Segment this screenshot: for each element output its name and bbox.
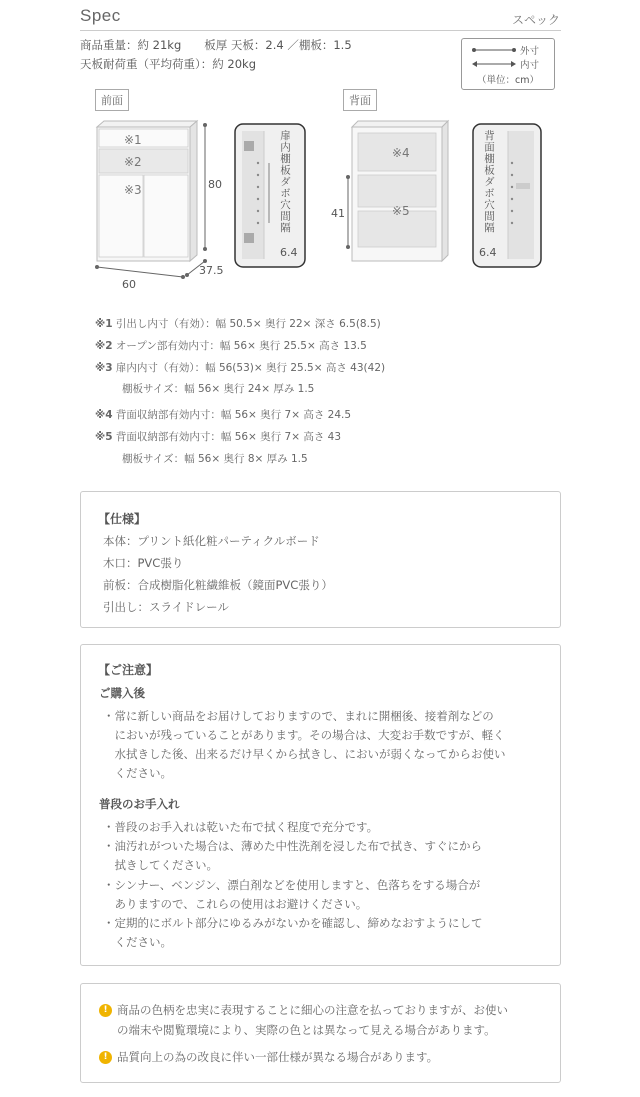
notice-line: の端末や閲覧環境により、実際の色とは異なって見える場合があります。	[117, 1023, 496, 1037]
caution-line: ありますので、これらの使用はお避けください。	[103, 897, 368, 911]
specification-box	[80, 491, 561, 628]
note-5	[95, 429, 341, 444]
spec-body-line: 本体：プリント紙化粧パーティクルボード	[103, 534, 320, 548]
back-view-label: 背面	[343, 89, 377, 111]
outer-dimension-arrow-icon	[472, 46, 516, 54]
note-text: オープン部有効内寸：幅 56× 奥行 25.5× 高さ 13.5	[112, 340, 367, 352]
height-dimension: 80	[208, 178, 222, 191]
back-marker-5: ※5	[392, 204, 410, 218]
legend-outer-label: 外寸	[520, 46, 540, 57]
depth-dimension: 37.5	[199, 264, 224, 277]
warning-icon: !	[99, 1004, 112, 1017]
door-shelf-pitch-value: 6.4	[280, 246, 298, 259]
note-mark: ※4	[95, 409, 113, 421]
spec-box-title: 【仕様】	[98, 512, 147, 526]
caution-line: ・定期的にボルト部分にゆるみがないかを確認し、締めなおすようにして	[103, 916, 483, 930]
note-mark: ※2	[95, 340, 113, 352]
spec-front-line: 前板：合成樹脂化粧繊維板（鏡面PVC張り）	[103, 578, 333, 592]
caution-line: ・常に新しい商品をお届けしておりますので、まれに開梱後、接着剤などの	[103, 709, 494, 723]
back-shelf-pitch-value: 6.4	[479, 246, 497, 259]
note-text: 背面収納部有効内寸：幅 56× 奥行 7× 高さ 24.5	[112, 409, 352, 421]
caution-box-title: 【ご注意】	[98, 663, 159, 677]
note-mark: ※3	[95, 362, 113, 374]
note-1	[95, 316, 381, 331]
note-3	[95, 360, 385, 375]
notice-line: 商品の色柄を忠実に表現することに細心の注意を払っておりますが、お使い	[117, 1003, 508, 1017]
door-shelf-pitch-label: 扉内棚板ダボ穴間隔	[279, 130, 291, 234]
back-inner-height-dimension: 41	[331, 207, 345, 220]
caution-box	[80, 644, 561, 966]
note-4	[95, 407, 351, 422]
daily-care-heading: 普段のお手入れ	[99, 797, 180, 811]
inner-dimension-arrow-icon	[472, 60, 516, 68]
note-text: 引出し内寸（有効）：幅 50.5× 奥行 22× 深さ 6.5(8.5)	[112, 318, 381, 330]
spec-edge-line: 木口：PVC張り	[103, 556, 184, 570]
front-marker-1: ※1	[124, 133, 142, 147]
caution-line: 水拭きした後、出来るだけ早くから拭きし、においが弱くなってからお使い	[103, 747, 506, 761]
section-title: Spec	[80, 6, 121, 25]
caution-line: ・普段のお手入れは乾いた布で拭く程度で充分です。	[103, 820, 379, 834]
caution-line: ください。	[103, 766, 172, 780]
color-notice-box	[80, 983, 561, 1083]
note-text: 背面収納部有効内寸：幅 56× 奥行 7× 高さ 43	[112, 431, 342, 443]
warning-icon: !	[99, 1051, 112, 1064]
note-2	[95, 338, 367, 353]
caution-line: においが残っていることがあります。その場合は、大変お手数ですが、軽く	[103, 728, 505, 742]
caution-line: ・シンナー、ベンジン、漂白剤などを使用しますと、色落ちをする場合が	[103, 878, 481, 892]
section-subtitle: スペック	[511, 13, 560, 27]
spec-weight-line: 商品重量：約 21kg 板厚 天板：2.4 ／棚板：1.5	[80, 38, 352, 52]
spec-load-line: 天板耐荷重（平均荷重）：約 20kg	[80, 57, 256, 71]
back-shelf-pitch-label: 背面棚板ダボ穴間隔	[483, 130, 495, 234]
note-mark: ※5	[95, 431, 113, 443]
note-3-shelf: 棚板サイズ：幅 56× 奥行 24× 厚み 1.5	[122, 383, 315, 395]
front-marker-2: ※2	[124, 155, 142, 169]
back-view-diagram	[330, 115, 465, 275]
caution-line: ください。	[103, 935, 172, 949]
spec-drawer-line: 引出し：スライドレール	[103, 600, 229, 614]
after-purchase-heading: ご購入後	[99, 686, 145, 700]
legend-inner-label: 内寸	[520, 60, 540, 71]
back-marker-4: ※4	[392, 146, 410, 160]
width-dimension: 60	[122, 278, 136, 291]
note-5-shelf: 棚板サイズ：幅 56× 奥行 8× 厚み 1.5	[122, 453, 308, 465]
note-mark: ※1	[95, 318, 113, 330]
note-text: 扉内内寸（有効）：幅 56(53)× 奥行 25.5× 高さ 43(42)	[112, 362, 386, 374]
caution-line: 拭きしてください。	[103, 858, 218, 872]
caution-line: ・油汚れがついた場合は、薄めた中性洗剤を浸した布で拭き、すぐにから	[103, 839, 483, 853]
title-divider	[80, 30, 561, 31]
front-view-label: 前面	[95, 89, 129, 111]
legend-unit-label: （単位：cm）	[477, 75, 539, 86]
dimension-legend	[461, 38, 555, 90]
front-marker-3: ※3	[124, 183, 142, 197]
notice-line: 品質向上の為の改良に伴い一部仕様が異なる場合があります。	[117, 1050, 439, 1064]
